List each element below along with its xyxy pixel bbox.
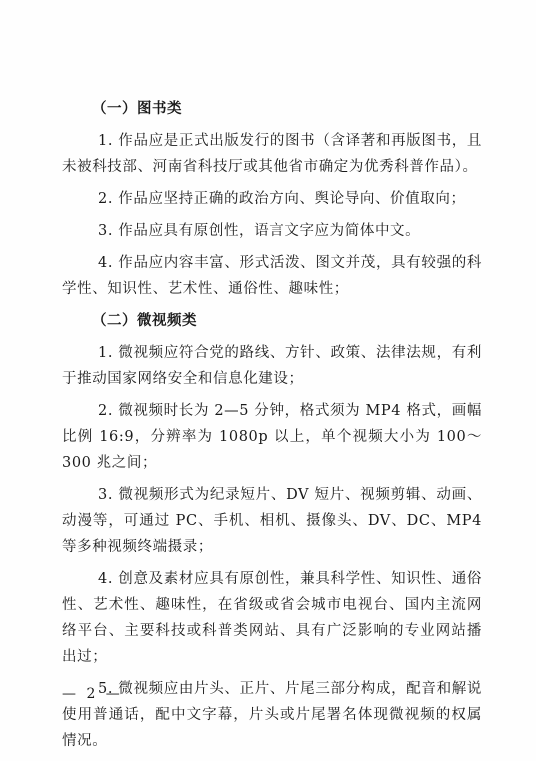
document-body <box>62 96 482 760</box>
list-item: 1. 微视频应符合党的路线、方针、政策、法律法规，有利于推动国家网络安全和信息化建设； <box>62 345 482 387</box>
list-item: 2. 作品应坚持正确的政治方向、舆论导向、价值取向； <box>98 191 466 207</box>
section-heading-books: （一）图书类 <box>92 100 182 117</box>
list-item: 3. 微视频形式为纪录短片、DV 短片、视频剪辑、动画、动漫等，可通过 PC、手机、相机、摄像头、DV、DC、MP4 等多种视频终端摄录； <box>62 487 482 555</box>
list-item: 4. 创意及素材应具有原创性，兼具科学性、知识性、通俗性、艺术性、趣味性，在省级或省会城市电视台、国内主流网络平台、主要科技或科普类网站、具有广泛影响的专业网站播出过； <box>62 571 482 665</box>
list-item: 4. 作品应内容丰富、形式活泼、图文并茂，具有较强的科学性、知识性、艺术性、通俗性、趣味性； <box>62 255 482 297</box>
list-item: 1. 作品应是正式出版发行的图书（含译著和再版图书，且未被科技部、河南省科技厅或其他省市确定为优秀科普作品）。 <box>62 133 482 175</box>
page-number: — 2 — <box>62 686 123 702</box>
list-item: 5. 微视频应由片头、正片、片尾三部分构成，配音和解说使用普通话，配中文字幕，片头或片尾署名体现微视频的权属情况。 <box>62 681 482 749</box>
section-heading-microvideo: （二）微视频类 <box>92 312 197 329</box>
list-item: 2. 微视频时长为 2—5 分钟，格式须为 MP4 格式，画幅比例 16:9，分辨率为 1080p 以上，单个视频大小为 100～300 兆之间； <box>62 403 482 471</box>
list-item: 3. 作品应具有原创性，语言文字应为简体中文。 <box>98 223 421 239</box>
